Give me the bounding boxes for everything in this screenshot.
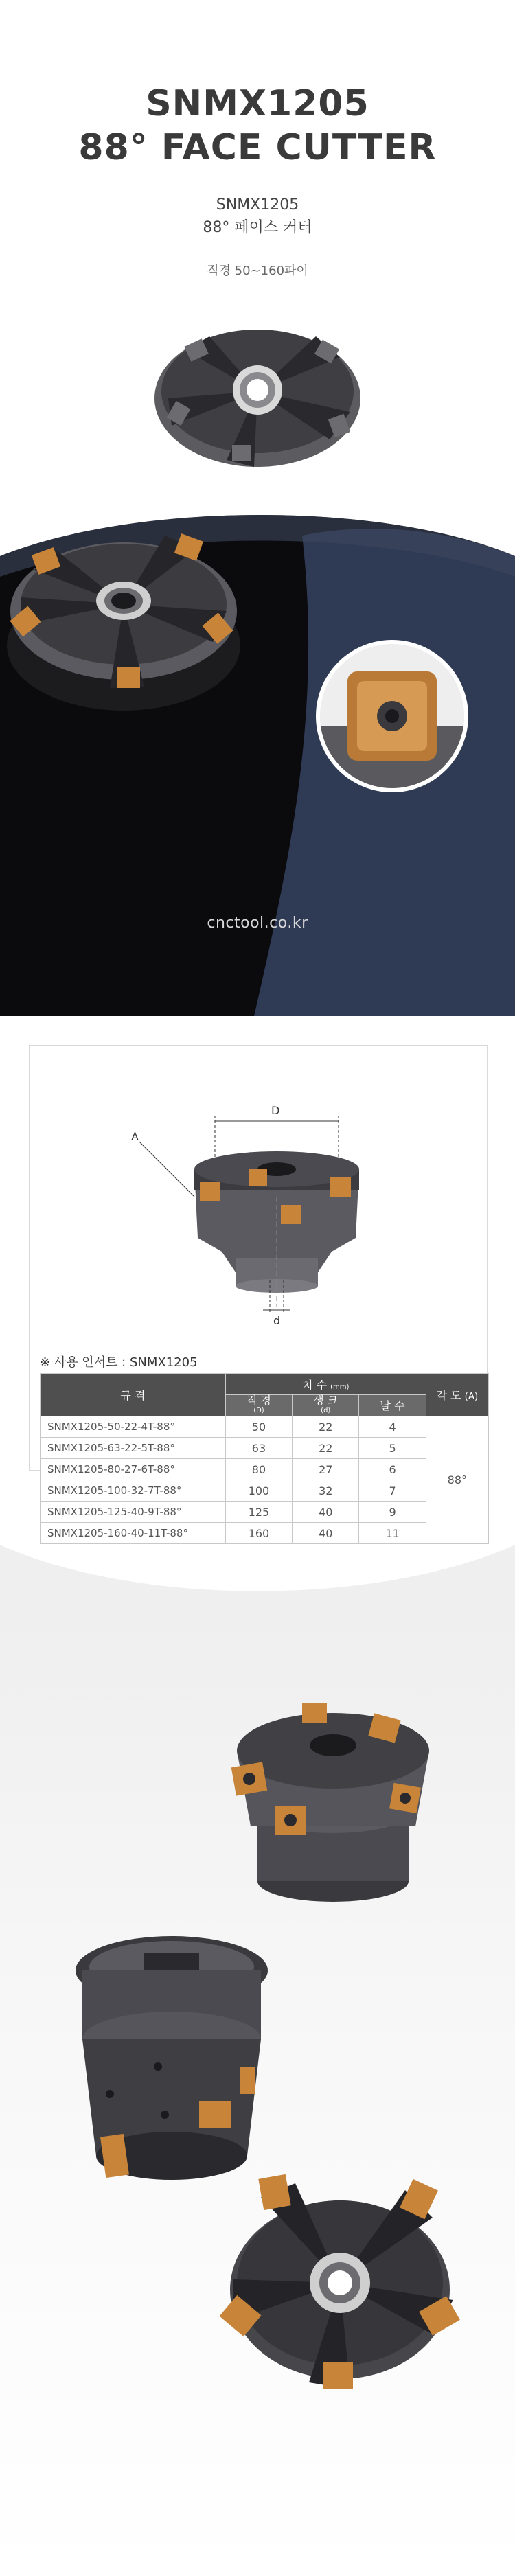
cell-diameter: 125 xyxy=(225,1502,292,1523)
header-shank-sym: (d) xyxy=(321,1407,331,1414)
spec-table xyxy=(40,1373,489,1544)
cell-angle: 88° xyxy=(426,1416,488,1544)
cell-model: SNMX1205-125-40-9T-88° xyxy=(41,1502,226,1523)
cell-teeth: 5 xyxy=(359,1438,426,1459)
spec-panel xyxy=(0,1016,515,1620)
cell-shank: 22 xyxy=(293,1438,359,1459)
cell-shank: 40 xyxy=(293,1523,359,1544)
header-angle-sym: (A) xyxy=(464,1392,479,1402)
product-banner xyxy=(0,508,515,1016)
face-cutter-front-image xyxy=(220,2163,460,2396)
header-teeth: 날 수 xyxy=(359,1395,426,1416)
cell-diameter: 63 xyxy=(225,1438,292,1459)
face-cutter-angled-image xyxy=(0,508,247,721)
cell-teeth: 9 xyxy=(359,1502,426,1523)
table-row xyxy=(41,1523,489,1544)
dim-label-A: A xyxy=(131,1130,139,1143)
cell-model: SNMX1205-100-32-7T-88° xyxy=(41,1480,226,1502)
cell-diameter: 100 xyxy=(225,1480,292,1502)
cell-model: SNMX1205-160-40-11T-88° xyxy=(41,1523,226,1544)
header-diameter-label: 직 경 xyxy=(246,1394,271,1407)
cell-shank: 40 xyxy=(293,1502,359,1523)
cell-teeth: 11 xyxy=(359,1523,426,1544)
header-shank xyxy=(293,1395,359,1416)
cell-shank: 22 xyxy=(293,1416,359,1438)
cell-model: SNMX1205-63-22-5T-88° xyxy=(41,1438,226,1459)
dim-label-D: D xyxy=(271,1104,280,1117)
dimension-diagram xyxy=(112,1101,421,1327)
insert-note: ※ 사용 인서트 : SNMX1205 xyxy=(40,1355,198,1370)
spec-section xyxy=(0,1016,515,1620)
face-cutter-top-image xyxy=(144,302,371,481)
product-title-line1: SNMX1205 xyxy=(146,83,369,124)
dim-label-d: d xyxy=(273,1314,281,1327)
hero-section xyxy=(0,0,515,522)
product-subtitle-line1: SNMX1205 xyxy=(216,196,299,214)
header-diameter xyxy=(225,1395,292,1416)
section-divider-curve xyxy=(0,1545,515,1620)
header-shank-label: 생 크 xyxy=(313,1394,339,1407)
diameter-range: 직경 50~160파이 xyxy=(207,264,308,278)
cell-diameter: 160 xyxy=(225,1523,292,1544)
header-angle-label: 각 도 xyxy=(436,1389,461,1402)
table-row xyxy=(41,1480,489,1502)
insert-closeup-image xyxy=(316,640,468,792)
table-row xyxy=(41,1502,489,1523)
header-model: 규 격 xyxy=(41,1374,226,1416)
cell-diameter: 50 xyxy=(225,1416,292,1438)
cell-model: SNMX1205-50-22-4T-88° xyxy=(41,1416,226,1438)
cell-teeth: 7 xyxy=(359,1480,426,1502)
header-angle xyxy=(426,1374,488,1416)
cell-diameter: 80 xyxy=(225,1459,292,1480)
cell-shank: 32 xyxy=(293,1480,359,1502)
table-row xyxy=(41,1438,489,1459)
face-cutter-side-image xyxy=(220,1696,446,1916)
product-subtitle-line2: 88° 페이스 커터 xyxy=(203,219,312,236)
product-title-line2: 88° FACE CUTTER xyxy=(78,127,437,168)
product-gallery xyxy=(0,1620,515,2576)
cell-teeth: 4 xyxy=(359,1416,426,1438)
table-row xyxy=(41,1459,489,1480)
table-row xyxy=(41,1416,489,1438)
header-dims-unit: (mm) xyxy=(330,1383,350,1391)
header-dims xyxy=(225,1374,426,1395)
header-diameter-sym: (D) xyxy=(253,1407,264,1414)
header-dims-label: 치 수 xyxy=(302,1378,328,1392)
cell-shank: 27 xyxy=(293,1459,359,1480)
website-url: cnctool.co.kr xyxy=(207,915,308,932)
cell-teeth: 6 xyxy=(359,1459,426,1480)
cell-model: SNMX1205-80-27-6T-88° xyxy=(41,1459,226,1480)
